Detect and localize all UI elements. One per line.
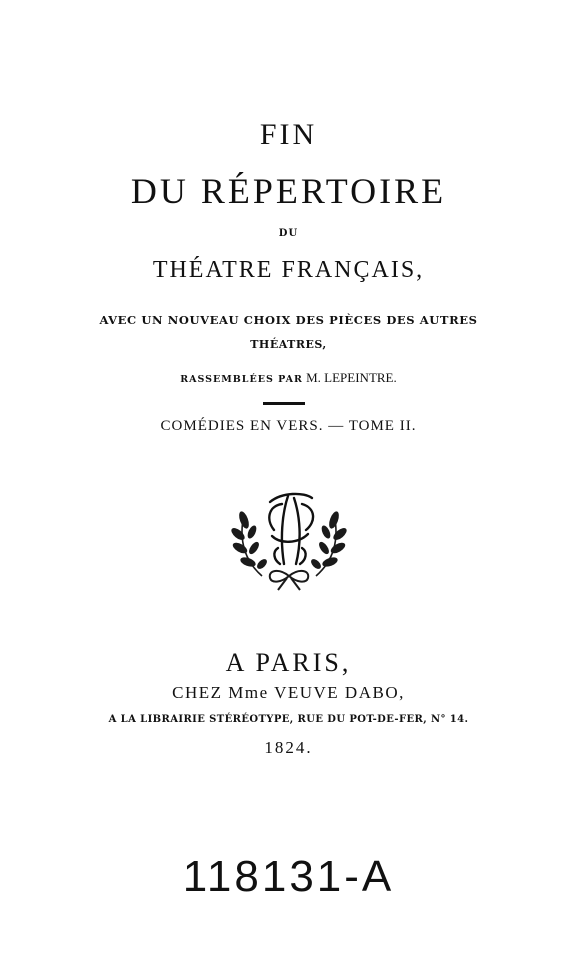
- imprint-address: A LA LIBRAIRIE STÉRÉOTYPE, RUE DU POT-DE-FER, N° 14.: [108, 714, 469, 725]
- imprint-city: A PARIS,: [225, 648, 352, 677]
- editor-name: M. LEPEINTRE.: [306, 370, 397, 385]
- subtitle-avec: AVEC UN NOUVEAU CHOIX DES PIÈCES DES AUTRES: [99, 313, 478, 327]
- subtitle-theatres: THÉATRES,: [250, 338, 327, 351]
- editor-prefix: RASSEMBLÉES PAR: [180, 374, 303, 385]
- imprint-publisher: CHEZ Mme VEUVE DABO,: [172, 683, 405, 702]
- title-repertoire: DU RÉPERTOIRE: [130, 171, 447, 211]
- volume-line: COMÉDIES EN VERS. — TOME II.: [160, 418, 417, 434]
- monogram-wreath-icon: [224, 484, 354, 594]
- imprint-year: 1824.: [264, 738, 313, 757]
- title-du: DU: [278, 228, 299, 239]
- title-theatre-francais: THÉATRE FRANÇAIS,: [152, 257, 425, 283]
- divider-rule: [263, 402, 305, 405]
- library-stamp-number: 118131-A: [182, 852, 395, 901]
- editor-line: [0, 370, 577, 386]
- title-fin: FIN: [259, 118, 318, 151]
